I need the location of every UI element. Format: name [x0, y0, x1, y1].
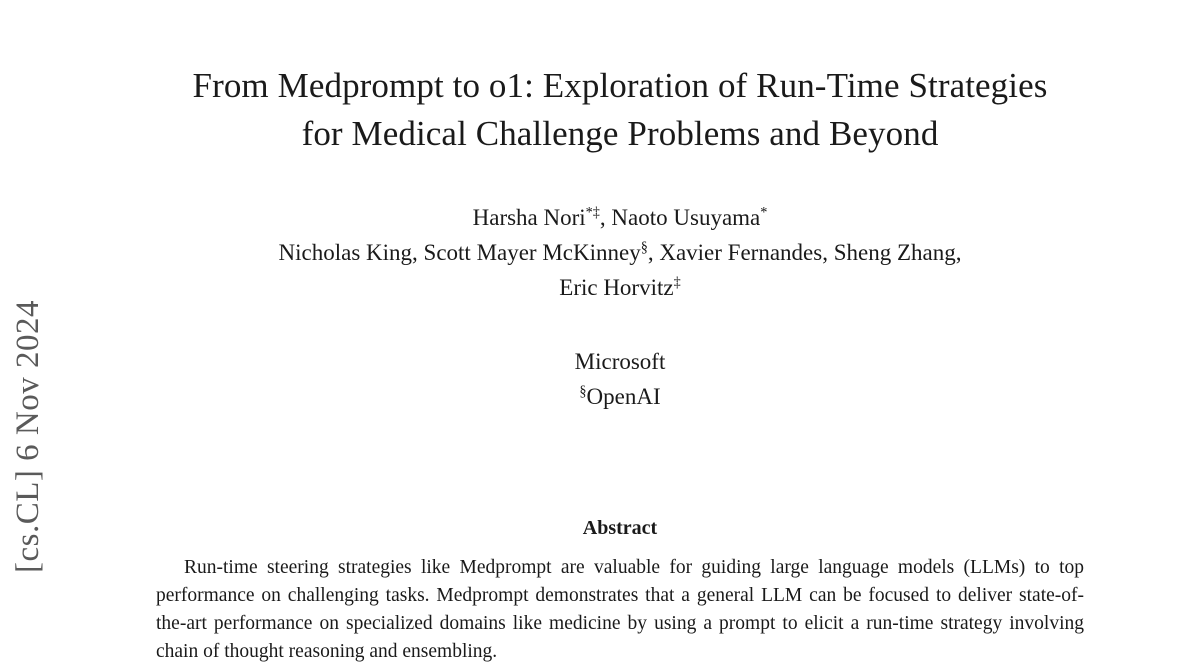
page-title: [120, 62, 1120, 159]
abstract-text: Run-time steering strategies like Medprompt are valuable for guiding large language models (LLMs) to top performance on challenging tasks. Medprompt demonstrates that a general LLM can be focused to deliver state-of-the-art performance on specialized domains like medicine by using a prompt to elicit a run-time strategy involving chain of thought reasoning and ensembling.: [156, 557, 1084, 662]
author-eric-horvitz-marker: ‡: [673, 273, 681, 290]
title-line-1: From Medprompt to o1: Exploration of Run-Time Strategies: [192, 66, 1048, 105]
author-naoto-usuyama-marker: *: [760, 203, 768, 220]
affiliation-microsoft: Microsoft: [574, 349, 666, 375]
paper-page: [120, 0, 1120, 662]
abstract-heading: Abstract: [582, 517, 658, 540]
title-line-2: for Medical Challenge Problems and Beyond: [301, 114, 939, 154]
author-list: [120, 201, 1120, 306]
affiliation-openai-label: OpenAI: [586, 383, 661, 409]
author-eric-horvitz: Eric Horvitz: [559, 274, 674, 300]
author-line-1: [120, 201, 1120, 236]
authors-fernandes-zhang: , Xavier Fernandes, Sheng Zhang,: [647, 239, 962, 265]
author-line-3: [120, 271, 1120, 306]
author-naoto-usuyama: , Naoto Usuyama: [599, 204, 761, 230]
affiliation-openai-marker: §: [579, 383, 587, 400]
affiliation-list: [120, 345, 1120, 414]
author-harsha-nori: Harsha Nori: [472, 204, 586, 230]
arxiv-identifier-stamp: [cs.CL] 6 Nov 2024: [10, 300, 46, 573]
author-line-2: [120, 236, 1120, 271]
authors-king-mckinney: Nicholas King, Scott Mayer McKinney: [278, 239, 641, 265]
author-harsha-nori-marker: *‡: [585, 203, 600, 220]
author-mckinney-marker: §: [640, 238, 648, 255]
affiliation-openai: [120, 380, 1120, 415]
abstract-body: [156, 554, 1084, 665]
